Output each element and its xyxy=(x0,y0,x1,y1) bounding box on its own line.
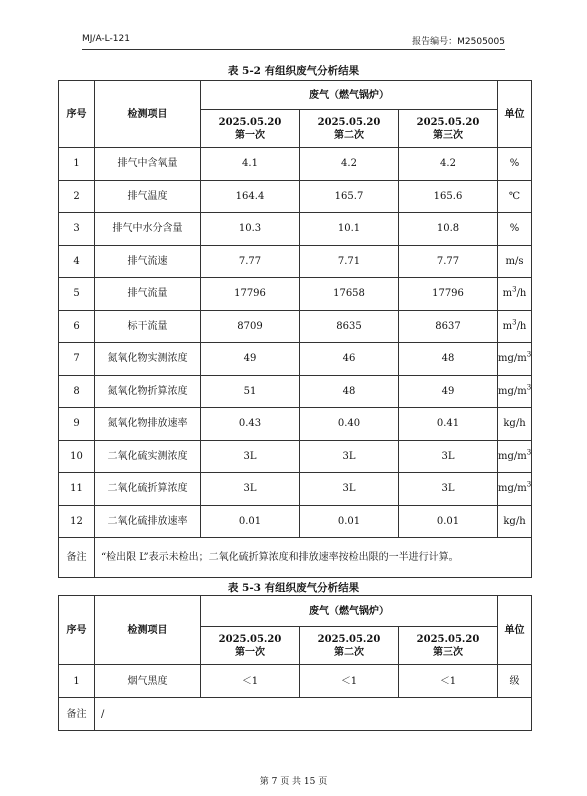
run-header-3: 2025.05.20 第三次 xyxy=(399,627,498,665)
value-cell-3: 0.41 xyxy=(399,408,498,441)
value-cell-2: 48 xyxy=(300,375,399,408)
table1-title: 表 5-2 有组织废气分析结果 xyxy=(227,65,360,77)
item-cell: 排气流速 xyxy=(95,245,201,278)
table-row xyxy=(59,375,532,408)
seq-cell: 3 xyxy=(59,213,95,246)
item-cell: 氮氧化物实测浓度 xyxy=(95,343,201,376)
note-row xyxy=(59,698,532,731)
header-rule xyxy=(82,49,505,50)
value-cell-1: 0.43 xyxy=(201,408,300,441)
table-row xyxy=(59,310,532,343)
value-cell-2: 7.71 xyxy=(300,245,399,278)
col-item-header: 检测项目 xyxy=(95,81,201,148)
unit-cell: % xyxy=(498,213,532,246)
value-cell-3: 49 xyxy=(399,375,498,408)
item-cell: 排气中含氧量 xyxy=(95,148,201,181)
unit-cell: ℃ xyxy=(498,180,532,213)
table-row xyxy=(59,343,532,376)
item-cell: 排气流量 xyxy=(95,278,201,311)
value-cell-1: 4.1 xyxy=(201,148,300,181)
report-number: 报告编号：M2505005 xyxy=(412,37,505,47)
value-cell-3: 7.77 xyxy=(399,245,498,278)
col-unit-header: 单位 xyxy=(498,81,532,148)
item-cell: 氮氧化物折算浓度 xyxy=(95,375,201,408)
run-header-2: 2025.05.20 第二次 xyxy=(300,110,399,148)
page-header xyxy=(82,34,505,48)
seq-cell: 6 xyxy=(59,310,95,343)
table-row xyxy=(59,408,532,441)
table-row xyxy=(59,213,532,246)
value-cell-1: 8709 xyxy=(201,310,300,343)
value-cell-1: 10.3 xyxy=(201,213,300,246)
value-cell-2: 8635 xyxy=(300,310,399,343)
value-cell-2: 165.7 xyxy=(300,180,399,213)
seq-cell: 1 xyxy=(59,665,95,698)
item-cell: 排气温度 xyxy=(95,180,201,213)
unit-cell: 级 xyxy=(498,665,532,698)
value-cell-2: 17658 xyxy=(300,278,399,311)
col-seq-header: 序号 xyxy=(59,596,95,665)
unit-cell: $mg/m^3$ xyxy=(498,473,532,506)
unit-cell: $m^3/h$ xyxy=(498,310,532,343)
value-cell-2: 0.01 xyxy=(300,505,399,538)
note-text: “检出限 L”表示未检出；二氧化硫折算浓度和排放速率按检出限的一半进行计算。 xyxy=(95,538,532,578)
value-cell-2: 46 xyxy=(300,343,399,376)
item-cell: 烟气黑度 xyxy=(95,665,201,698)
run-header-2: 2025.05.20 第二次 xyxy=(300,627,399,665)
seq-cell: 10 xyxy=(59,440,95,473)
run-header-1: 2025.05.20 第一次 xyxy=(201,627,300,665)
col-seq-header: 序号 xyxy=(59,81,95,148)
unit-cell: $mg/m^3$ xyxy=(498,440,532,473)
value-cell-1: 51 xyxy=(201,375,300,408)
value-cell-2: 0.40 xyxy=(300,408,399,441)
value-cell-1: 3L xyxy=(201,440,300,473)
seq-cell: 7 xyxy=(59,343,95,376)
seq-cell: 1 xyxy=(59,148,95,181)
value-cell-1: 17796 xyxy=(201,278,300,311)
table2 xyxy=(58,595,532,731)
value-cell-1: 3L xyxy=(201,473,300,506)
unit-cell: m/s xyxy=(498,245,532,278)
value-cell-2: 10.1 xyxy=(300,213,399,246)
value-cell-1: 0.01 xyxy=(201,505,300,538)
col-item-header: 检测项目 xyxy=(95,596,201,665)
value-cell-2: 3L xyxy=(300,440,399,473)
run-header-1: 2025.05.20 第一次 xyxy=(201,110,300,148)
note-label: 备注 xyxy=(59,698,95,731)
value-cell-1: 164.4 xyxy=(201,180,300,213)
value-cell-1: 49 xyxy=(201,343,300,376)
value-cell-2: 4.2 xyxy=(300,148,399,181)
group-header: 废气（燃气锅炉） xyxy=(201,81,498,110)
value-cell-3: 3L xyxy=(399,473,498,506)
seq-cell: 11 xyxy=(59,473,95,506)
unit-cell: $mg/m^3$ xyxy=(498,375,532,408)
table-row xyxy=(59,278,532,311)
value-cell-3: 3L xyxy=(399,440,498,473)
item-cell: 二氧化硫排放速率 xyxy=(95,505,201,538)
value-cell-1: 7.77 xyxy=(201,245,300,278)
value-cell-2: ＜1 xyxy=(300,665,399,698)
page-footer: 第 7 页 共 15 页 xyxy=(259,777,328,787)
seq-cell: 9 xyxy=(59,408,95,441)
doc-code: MJ/A-L-121 xyxy=(82,34,130,44)
group-header: 废气（燃气锅炉） xyxy=(201,596,498,627)
seq-cell: 2 xyxy=(59,180,95,213)
note-label: 备注 xyxy=(59,538,95,578)
table-row xyxy=(59,245,532,278)
value-cell-3: 17796 xyxy=(399,278,498,311)
item-cell: 排气中水分含量 xyxy=(95,213,201,246)
run-header-3: 2025.05.20 第三次 xyxy=(399,110,498,148)
table2-title: 表 5-3 有组织废气分析结果 xyxy=(227,582,360,594)
item-cell: 氮氧化物排放速率 xyxy=(95,408,201,441)
table-row xyxy=(59,665,532,698)
seq-cell: 5 xyxy=(59,278,95,311)
unit-cell: $m^3/h$ xyxy=(498,278,532,311)
seq-cell: 8 xyxy=(59,375,95,408)
seq-cell: 12 xyxy=(59,505,95,538)
seq-cell: 4 xyxy=(59,245,95,278)
value-cell-3: ＜1 xyxy=(399,665,498,698)
unit-cell: % xyxy=(498,148,532,181)
item-cell: 标干流量 xyxy=(95,310,201,343)
table-row xyxy=(59,180,532,213)
item-cell: 二氧化硫折算浓度 xyxy=(95,473,201,506)
value-cell-3: 8637 xyxy=(399,310,498,343)
value-cell-3: 48 xyxy=(399,343,498,376)
value-cell-3: 4.2 xyxy=(399,148,498,181)
item-cell: 二氧化硫实测浓度 xyxy=(95,440,201,473)
note-row xyxy=(59,538,532,578)
value-cell-3: 0.01 xyxy=(399,505,498,538)
col-unit-header: 单位 xyxy=(498,596,532,665)
unit-cell: kg/h xyxy=(498,505,532,538)
table-row xyxy=(59,473,532,506)
table-row xyxy=(59,148,532,181)
value-cell-1: ＜1 xyxy=(201,665,300,698)
unit-cell: $mg/m^3$ xyxy=(498,343,532,376)
table1 xyxy=(58,80,532,578)
table-row xyxy=(59,505,532,538)
note-text: / xyxy=(95,698,532,731)
value-cell-3: 10.8 xyxy=(399,213,498,246)
unit-cell: kg/h xyxy=(498,408,532,441)
value-cell-2: 3L xyxy=(300,473,399,506)
value-cell-3: 165.6 xyxy=(399,180,498,213)
table-row xyxy=(59,440,532,473)
